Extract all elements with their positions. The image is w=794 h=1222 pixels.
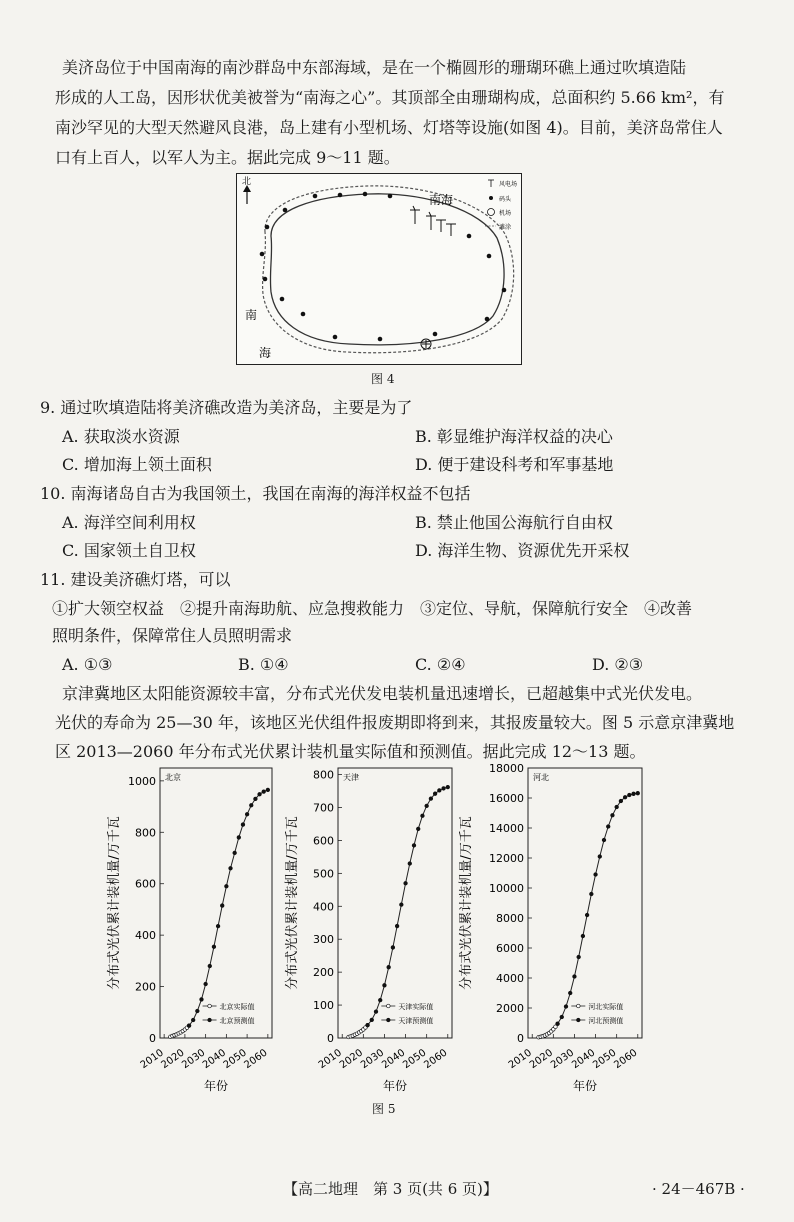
legend-dock: 码头 [499,196,512,203]
forecast-point [606,825,610,829]
north-label: 北 [242,177,252,187]
x-tick-label: 2060 [612,1047,640,1072]
y-tick-label: 700 [313,801,334,815]
legend-flat: 滩涂 [499,224,512,231]
forecast-series-line [558,793,638,1024]
dock-dot [301,312,306,317]
dock-dot [502,288,507,293]
forecast-point [408,862,412,866]
q9-option-a[interactable]: A. 获取淡水资源 [62,427,180,446]
forecast-point [187,1024,191,1028]
x-tick-label: 2020 [527,1047,556,1072]
y-tick-label: 2000 [496,1002,524,1015]
text-line: 美济岛位于中国南海的南沙群岛中东部海域，是在一个椭圆形的珊瑚环礁上通过吹填造陆 [62,58,687,77]
legend-label: 北京预测值 [219,1017,255,1025]
x-axis-label: 年份 [382,1079,408,1093]
forecast-point [577,955,581,959]
forecast-point [416,827,420,831]
forecast-point [560,1015,564,1019]
legend-label: 天津预测值 [398,1017,434,1025]
page-footer-center: 【高二地理 第 3 页(共 6 页)】 [283,1180,498,1198]
forecast-point [438,789,442,793]
forecast-point [421,814,425,818]
forecast-point [429,797,433,801]
y-tick-label: 200 [313,966,334,980]
y-tick-label: 1000 [128,774,156,788]
x-tick-label: 2010 [316,1047,344,1072]
y-tick-label: 0 [327,1032,334,1045]
x-tick-label: 2050 [401,1047,429,1072]
forecast-point [262,790,266,794]
q11-option-c[interactable]: C. ②④ [415,655,466,674]
north-arrow-icon [243,185,251,204]
chart-title: 天津 [343,773,359,782]
forecast-point [556,1022,560,1026]
y-tick-label: 12000 [489,852,524,865]
q10-option-b[interactable]: B. 禁止他国公海航行自由权 [415,513,613,532]
x-tick-label: 2030 [549,1047,577,1072]
forecast-point [254,797,258,801]
forecast-point [602,838,606,842]
forecast-series-line [368,787,448,1025]
wind-turbine-icon [446,224,456,236]
forecast-point [212,945,216,949]
forecast-point [225,884,229,888]
legend-marker [208,1004,212,1008]
sea-label-left-2: 海 [259,346,272,360]
y-tick-label: 10000 [489,882,524,895]
text-line: 口有上百人，以军人为主。据此完成 9～11 题。 [55,148,400,167]
forecast-point [404,881,408,885]
forecast-point [208,964,212,968]
forecast-point [216,924,220,928]
sea-label-top: 南海 [429,193,454,207]
q9-option-c[interactable]: C. 增加海上领土面积 [62,455,212,474]
q11-option-a[interactable]: A. ①③ [62,655,113,674]
y-tick-label: 500 [313,867,334,881]
forecast-point [245,812,249,816]
x-tick-label: 2060 [422,1047,450,1072]
x-tick-label: 2060 [242,1047,270,1072]
y-tick-label: 16000 [489,792,524,805]
legend-label: 河北实际值 [588,1003,624,1011]
x-tick-label: 2040 [380,1047,408,1072]
forecast-point [598,855,602,859]
wind-turbine-icon [436,220,446,232]
dock-dot [280,297,285,302]
x-tick-label: 2020 [337,1047,366,1072]
forecast-point [233,851,237,855]
dock-dot [313,194,318,199]
map-legend [485,180,517,231]
x-tick-label: 2010 [138,1047,166,1072]
legend-marker [208,1018,212,1022]
chart-title: 河北 [533,773,549,782]
x-tick-label: 2030 [359,1047,387,1072]
dock-dot [333,335,338,340]
forecast-point [568,991,572,995]
q11-statements-2: 照明条件，保障常住人员照明需求 [52,626,293,645]
dock-dot [485,317,490,322]
q10-stem: 10. 南海诸岛自古为我国领土，我国在南海的海洋权益不包括 [40,484,471,503]
forecast-point [581,934,585,938]
forecast-point [220,904,224,908]
forecast-point [594,873,598,877]
y-tick-label: 100 [313,999,334,1013]
forecast-point [237,836,241,840]
y-tick-label: 800 [313,768,334,782]
q11-option-d[interactable]: D. ②③ [592,655,644,674]
forecast-point [241,823,245,827]
forecast-point [412,844,416,848]
wind-turbine-icon [426,212,436,230]
forecast-point [383,984,387,988]
text-line: 光伏的寿命为 25—30 年，该地区光伏组件报废期即将到来，其报废量较大。图 5 示意京津冀地 [55,713,735,732]
meiji-island-map [236,173,522,365]
map-drawing [237,174,520,363]
forecast-point [442,787,446,791]
hebei-pv-chart [460,760,650,1100]
y-tick-label: 600 [313,834,334,848]
forecast-point [266,788,270,792]
beijing-pv-chart [107,760,280,1100]
y-tick-label: 200 [135,980,156,994]
dock-dot [260,252,265,257]
legend-marker [577,1018,581,1022]
forecast-point [229,866,233,870]
y-tick-label: 8000 [496,912,524,925]
dock-dot [433,332,438,337]
x-tick-label: 2040 [570,1047,598,1072]
dock-dot [363,192,368,197]
x-tick-label: 2020 [159,1047,187,1072]
forecast-point [632,792,636,796]
forecast-point [425,804,429,808]
wind-farm-icons [410,206,456,236]
y-axis-label: 分布式光伏累计装机量/万千瓦 [107,816,122,990]
q9-stem: 9. 通过吹填造陆将美济礁改造为美济岛，主要是为了 [40,398,413,417]
forecast-series-line [189,790,268,1026]
dock-dot [388,194,393,199]
q10-option-d[interactable]: D. 海洋生物、资源优先开采权 [415,541,630,560]
text-line: 区 2013—2060 年分布式光伏累计装机量实际值和预测值。据此完成 12～13 题。 [55,742,646,761]
x-tick-label: 2010 [506,1047,534,1072]
figure-4-caption: 图 4 [371,372,395,386]
x-tick-label: 2030 [180,1047,208,1072]
plot-frame [338,768,452,1038]
forecast-point [615,805,619,809]
plot-frame [160,768,272,1038]
legend-airport: 机场 [499,210,512,217]
forecast-point [585,913,589,917]
x-tick-label: 2040 [200,1047,229,1072]
y-tick-label: 400 [313,900,334,914]
island-outline [270,194,504,345]
q9-option-d[interactable]: D. 便于建设科考和军事基地 [415,455,614,474]
tianjin-pv-chart [285,760,460,1100]
text-line: 南沙罕见的大型天然避风良港，岛上建有小型机场、灯塔等设施(如图 4)。目前，美济岛常住人 [55,118,723,137]
forecast-point [391,946,395,950]
sea-label-left-1: 南 [245,308,258,322]
text-line: 京津冀地区太阳能资源较丰富，分布式光伏发电装机量迅速增长，已超越集中式光伏发电。 [62,684,703,703]
forecast-point [200,998,204,1002]
legend-marker [577,1004,581,1008]
dock-dot [378,337,383,342]
chart-title: 北京 [165,773,181,782]
dock-dot [338,193,343,198]
y-axis-label: 分布式光伏累计装机量/万千瓦 [459,816,474,990]
q10-option-c[interactable]: C. 国家领土自卫权 [62,541,196,560]
y-tick-label: 0 [517,1032,524,1045]
forecast-point [196,1009,200,1013]
dock-dot [487,254,492,259]
forecast-point [590,892,594,896]
legend-marker [387,1018,391,1022]
dock-dot [265,225,270,230]
legend-marker [387,1004,391,1008]
y-tick-label: 14000 [489,822,524,835]
y-tick-label: 300 [313,933,334,947]
legend-label: 河北预测值 [588,1017,624,1025]
airport-icon [421,339,431,349]
q11-stem: 11. 建设美济礁灯塔，可以 [40,570,231,589]
x-axis-label: 年份 [572,1079,598,1093]
forecast-point [636,791,640,795]
q11-option-b[interactable]: B. ①④ [238,655,289,674]
x-axis-label: 年份 [203,1079,229,1093]
forecast-point [400,903,404,907]
tidal-flat-outline [263,186,514,353]
dock-dot [467,234,472,239]
legend-label: 北京实际值 [219,1003,255,1011]
forecast-point [573,975,577,979]
forecast-point [249,803,253,807]
forecast-point [370,1018,374,1022]
x-tick-label: 2050 [221,1047,249,1072]
forecast-point [628,793,632,797]
page-footer-right: · 24－467B · [652,1180,745,1198]
y-tick-label: 4000 [496,972,524,985]
text-line: 形成的人工岛，因形状优美被誉为“南海之心”。其顶部全由珊瑚构成，总面积约 5.66 km²，有 [55,88,725,107]
y-axis-label: 分布式光伏累计装机量/万千瓦 [285,816,300,990]
forecast-point [446,785,450,789]
forecast-point [387,965,391,969]
y-tick-label: 18000 [489,762,524,775]
y-tick-label: 600 [135,877,156,891]
y-tick-label: 0 [149,1032,156,1045]
y-tick-label: 6000 [496,942,524,955]
x-tick-label: 2050 [591,1047,619,1072]
plot-frame [528,768,642,1038]
forecast-point [378,998,382,1002]
forecast-point [366,1023,370,1027]
dock-dot [263,277,268,282]
forecast-point [395,924,399,928]
figure-5-caption: 图 5 [372,1102,396,1116]
forecast-point [374,1010,378,1014]
forecast-point [623,795,627,799]
forecast-point [191,1018,195,1022]
forecast-point [611,813,615,817]
wind-turbine-icon [410,206,420,224]
forecast-point [204,982,208,986]
legend-wind: 风电场 [499,181,518,188]
q10-option-a[interactable]: A. 海洋空间利用权 [62,513,196,532]
y-tick-label: 400 [135,929,156,943]
forecast-point [619,799,623,803]
y-tick-label: 800 [135,826,156,840]
forecast-point [564,1005,568,1009]
q11-statements-1: ①扩大领空权益 ②提升南海助航、应急搜救能力 ③定位、导航，保障航行安全 ④改善 [52,599,693,618]
dock-dot [283,208,288,213]
forecast-point [433,792,437,796]
q9-option-b[interactable]: B. 彰显维护海洋权益的决心 [415,427,613,446]
forecast-point [258,792,262,796]
legend-label: 天津实际值 [398,1003,434,1011]
